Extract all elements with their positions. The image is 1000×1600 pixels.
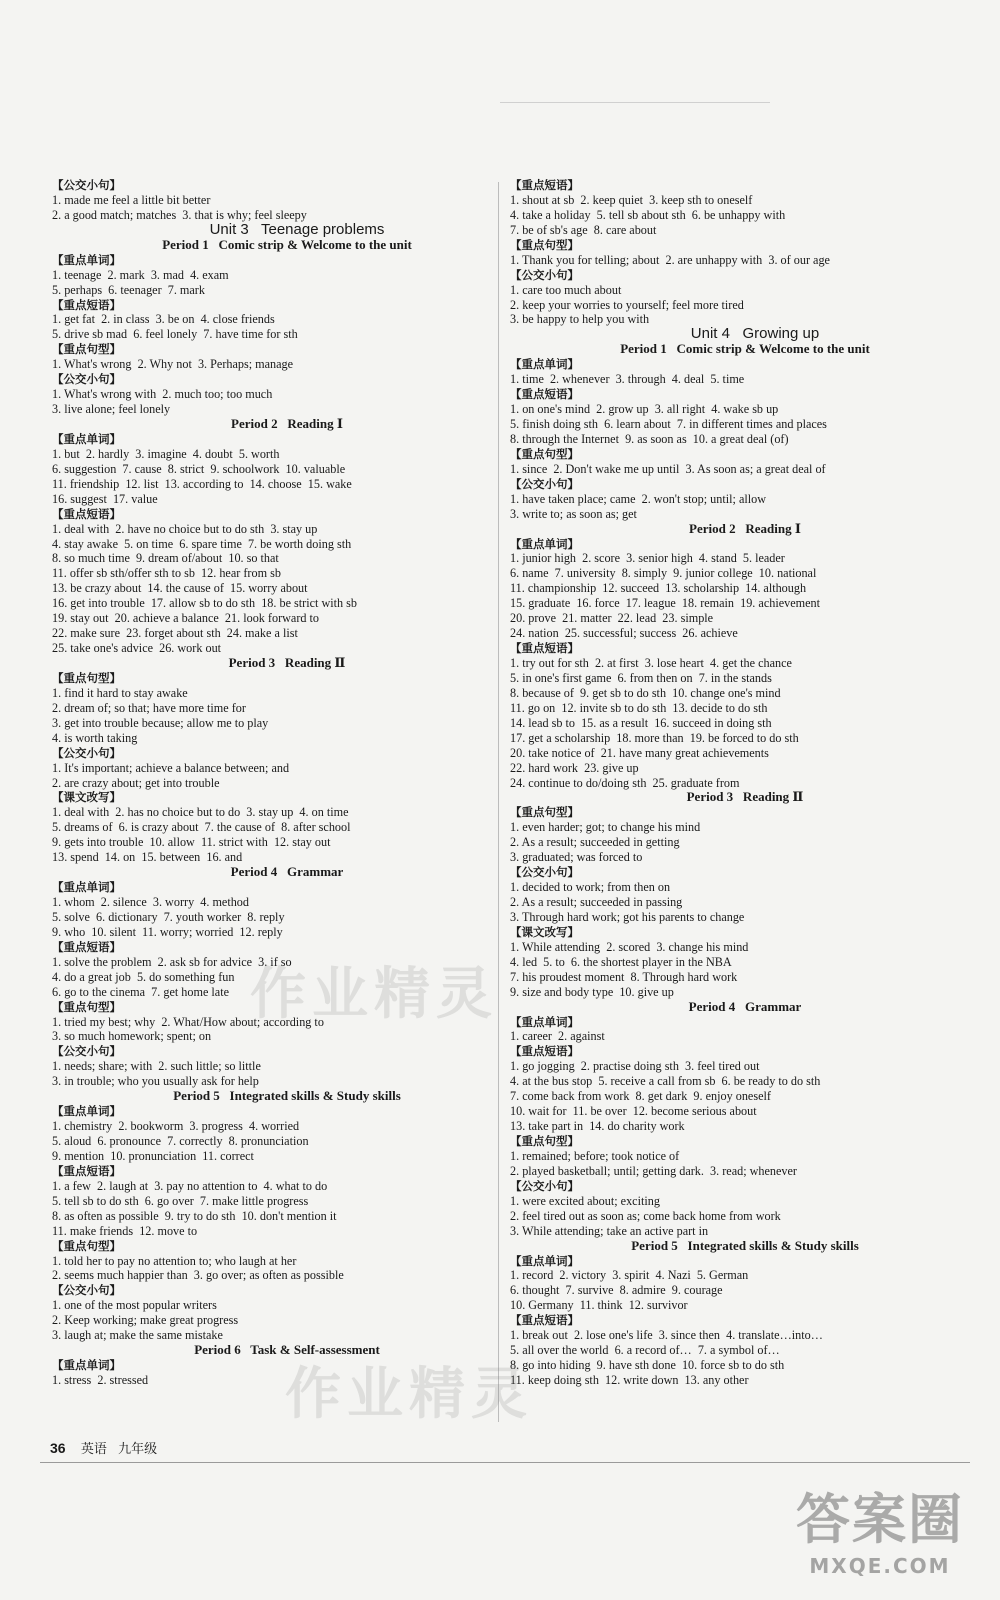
answer-line: 22. make sure 23. forget about sth 24. make a list: [52, 626, 298, 641]
period-title: Period 3 Reading Ⅱ: [686, 790, 804, 805]
period-title: Period 3 Reading Ⅱ: [228, 656, 346, 670]
answer-line: 2. As a result; succeeded in passing: [510, 895, 683, 909]
answer-line: 1. since 2. Don't wake me up until 3. As soon as; a great deal of: [510, 461, 826, 476]
answer-line: 20. take notice of 21. have many great achievements: [510, 745, 769, 760]
answer-line: 4. is worth taking: [52, 730, 138, 745]
period-title: Period 5 Integrated skills & Study skills: [631, 1238, 859, 1253]
answer-line: 1. What's wrong 2. Why not 3. Perhaps; manage: [52, 357, 294, 372]
answer-line: 8. through the Internet 9. as soon as 10. a great deal (of): [510, 431, 789, 446]
answer-line: 5. finish doing sth 6. learn about 7. in different times and places: [510, 417, 827, 431]
answer-line: 1. try out for sth 2. at first 3. lose heart 4. get the chance: [510, 656, 792, 670]
answer-line: 4. stay awake 5. on time 6. spare time 7. be worth doing sth: [52, 536, 352, 551]
answer-line: 1. told her to pay no attention to; who laugh at her: [52, 1253, 297, 1268]
answer-line: 5. dreams of 6. is crazy about 7. the cause of 8. after school: [52, 820, 351, 835]
answer-line: 1. While attending 2. scored 3. change his mind: [510, 939, 749, 954]
answer-line: 13. spend 14. on 15. between 16. and: [52, 850, 243, 865]
answer-line: 1. time 2. whenever 3. through 4. deal 5. time: [510, 372, 745, 387]
answer-line: 2. As a result; succeeded in getting: [510, 835, 680, 850]
answer-line: 1. stress 2. stressed: [52, 1373, 149, 1387]
answer-line: 20. prove 21. matter 22. lead 23. simple: [510, 611, 714, 626]
section-header: 【重点句型】: [52, 670, 121, 685]
answer-line: 2. Keep working; make great progress: [52, 1313, 239, 1328]
section-header: 【重点句型】: [52, 342, 121, 357]
answer-line: 10. Germany 11. think 12. survivor: [510, 1298, 688, 1313]
section-header: 【重点短语】: [52, 939, 121, 954]
answer-line: 24. nation 25. successful; success 26. achieve: [510, 626, 738, 641]
section-header: 【重点单词】: [52, 1358, 121, 1373]
answer-line: 1. record 2. victory 3. spirit 4. Nazi 5. German: [510, 1268, 749, 1283]
answer-line: 2. dream of; so that; have more time for: [52, 700, 246, 715]
answer-line: 1. one of the most popular writers: [52, 1298, 217, 1313]
section-header: 【公交小句】: [52, 1283, 121, 1298]
answer-line: 1. deal with 2. has no choice but to do 3. stay up 4. on time: [52, 805, 349, 820]
answer-line: 1. a few 2. laugh at 3. pay no attention to 4. what to do: [52, 1178, 328, 1193]
answer-line: 11. make friends 12. move to: [52, 1223, 198, 1238]
section-header: 【公交小句】: [510, 476, 579, 491]
answer-line: 2. feel tired out as soon as; come back home from work: [510, 1208, 781, 1223]
logo-text: 答案圈: [796, 1488, 964, 1551]
answer-line: 3. be happy to help you with: [510, 312, 650, 327]
subject-label: 英语: [80, 1441, 107, 1456]
answer-line: 1. break out 2. lose one's life 3. since then 4. translate…into…: [510, 1328, 823, 1343]
answer-line: 6. name 7. university 8. simply 9. junior college 10. national: [510, 566, 817, 581]
answer-line: 1. find it hard to stay awake: [52, 685, 188, 700]
answer-line: 1. junior high 2. score 3. senior high 4. stand 5. leader: [510, 551, 785, 566]
section-header: 【重点单词】: [52, 880, 121, 895]
answer-line: 3. laugh at; make the same mistake: [52, 1328, 223, 1343]
section-header: 【重点句型】: [510, 805, 579, 820]
period-title: Period 5 Integrated skills & Study skills: [173, 1089, 401, 1104]
answer-line: 5. all over the world 6. a record of… 7. a symbol of…: [510, 1343, 780, 1358]
answer-line: 3. get into trouble because; allow me to play: [52, 715, 269, 730]
section-header: 【公交小句】: [510, 865, 579, 880]
logo-domain: MXQE.COM: [809, 1554, 951, 1578]
answer-line: 5. solve 6. dictionary 7. youth worker 8. reply: [52, 909, 285, 924]
answer-line: 7. come back from work 8. get dark 9. enjoy oneself: [510, 1089, 771, 1104]
section-header: 【公交小句】: [510, 267, 579, 282]
answer-line: 8. so much time 9. dream of/about 10. so that: [52, 551, 279, 566]
period-title: Period 2 Reading Ⅰ: [689, 521, 801, 536]
section-header: 【重点单词】: [510, 1014, 579, 1029]
unit-title: Unit 4 Growing up: [690, 327, 820, 343]
answer-line: 9. size and body type 10. give up: [510, 984, 674, 999]
section-header: 【重点句型】: [510, 237, 579, 252]
answer-line: 5. drive sb mad 6. feel lonely 7. have time for sth: [52, 327, 298, 342]
answer-line: 1. chemistry 2. bookworm 3. progress 4. worried: [52, 1119, 300, 1134]
section-header: 【重点单词】: [52, 252, 121, 267]
answer-line: 1. career 2. against: [510, 1029, 605, 1044]
answer-line: 4. led 5. to 6. the shortest player in the NBA: [510, 954, 732, 969]
answer-line: 2. a good match; matches 3. that is why; feel sleepy: [52, 207, 307, 222]
period-title: Period 4 Grammar: [230, 865, 344, 880]
section-header: 【重点短语】: [510, 387, 579, 402]
section-header: 【重点短语】: [510, 641, 579, 656]
section-header: 【公交小句】: [52, 1044, 121, 1059]
answer-line: 9. gets into trouble 10. allow 11. strict with 12. stay out: [52, 835, 331, 850]
answer-line: 17. get a scholarship 18. more than 19. be forced to do sth: [510, 730, 799, 745]
answer-line: 3. Through hard work; got his parents to change: [510, 909, 745, 924]
section-header: 【重点单词】: [510, 536, 579, 551]
answer-line: 1. get fat 2. in class 3. be on 4. close friends: [52, 312, 275, 327]
answer-line: 16. get into trouble 17. allow sb to do sth 18. be strict with sb: [52, 596, 358, 611]
answer-line: 8. as often as possible 9. try to do sth 10. don't mention it: [52, 1208, 337, 1223]
page-number: 36: [50, 1440, 66, 1456]
answer-line: 2. are crazy about; get into trouble: [52, 775, 220, 790]
answer-line: 9. mention 10. pronunciation 11. correct: [52, 1148, 254, 1163]
grade-label: 九年级: [118, 1441, 158, 1456]
column-divider: [498, 182, 499, 1422]
period-title: Period 1 Comic strip & Welcome to the unit: [162, 237, 412, 252]
section-header: 【重点句型】: [52, 1238, 121, 1253]
top-rule: [500, 102, 770, 103]
answer-line: 4. take a holiday 5. tell sb about sth 6. be unhappy with: [510, 207, 786, 222]
answer-line: 1. whom 2. silence 3. worry 4. method: [52, 895, 249, 909]
answer-line: 14. lead sb to 15. as a result 16. succeed in doing sth: [510, 715, 772, 730]
section-header: 【公交小句】: [510, 1178, 579, 1193]
answer-line: 1. but 2. hardly 3. imagine 4. doubt 5. worth: [52, 446, 280, 461]
section-header: 【重点短语】: [52, 1163, 121, 1178]
answer-line: 3. write to; as soon as; get: [510, 506, 637, 521]
section-header: 【重点单词】: [52, 1104, 121, 1119]
watermark: 作业精灵: [250, 962, 498, 1027]
answer-line: 4. do a great job 5. do something fun: [52, 969, 235, 984]
answer-line: 5. in one's first game 6. from then on 7. in the stands: [510, 670, 772, 685]
answer-line: 3. in trouble; who you usually ask for help: [52, 1074, 259, 1089]
period-title: Period 4 Grammar: [688, 999, 802, 1014]
answer-line: 3. so much homework; spent; on: [52, 1029, 212, 1044]
answer-line: 3. live alone; feel lonely: [52, 402, 171, 417]
answer-line: 11. go on 12. invite sb to do sth 13. decide to do sth: [510, 700, 768, 715]
answer-line: 11. offer sb sth/offer sth to sb 12. hear from sb: [52, 566, 281, 581]
answer-line: 1. Thank you for telling; about 2. are unhappy with 3. of our age: [510, 252, 830, 267]
section-header: 【重点句型】: [510, 446, 579, 461]
period-title: Period 1 Comic strip & Welcome to the unit: [620, 342, 870, 357]
answer-line: 11. keep doing sth 12. write down 13. any other: [510, 1373, 749, 1387]
answer-line: 1. on one's mind 2. grow up 3. all right 4. wake sb up: [510, 402, 779, 417]
answer-line: 5. tell sb to do sth 6. go over 7. make little progress: [52, 1193, 309, 1208]
answer-line: 8. go into hiding 9. have sth done 10. force sb to do sth: [510, 1358, 785, 1373]
answer-line: 15. graduate 16. force 17. league 18. remain 19. achievement: [510, 596, 820, 611]
answer-line: 1. It's important; achieve a balance between; and: [52, 760, 290, 775]
answer-line: 25. take one's advice 26. work out: [52, 641, 222, 656]
answer-line: 1. care too much about: [510, 282, 622, 297]
answer-line: 16. suggest 17. value: [52, 491, 158, 506]
answer-line: 2. keep your worries to yourself; feel more tired: [510, 297, 744, 312]
section-header: 【重点短语】: [52, 297, 121, 312]
section-header: 【公交小句】: [52, 178, 121, 192]
answer-line: 24. continue to do/doing sth 25. graduate from: [510, 775, 740, 790]
section-header: 【重点句型】: [52, 999, 121, 1014]
answer-line: 2. seems much happier than 3. go over; as often as possible: [52, 1268, 344, 1283]
answer-line: 11. championship 12. succeed 13. scholarship 14. although: [510, 581, 807, 596]
answer-line: 1. tried my best; why 2. What/How about; according to: [52, 1014, 324, 1029]
answer-line: 1. solve the problem 2. ask sb for advice 3. if so: [52, 954, 292, 969]
answer-line: 1. even harder; got; to change his mind: [510, 820, 701, 835]
section-header: 【重点单词】: [510, 1253, 579, 1268]
section-header: 【重点短语】: [52, 506, 121, 521]
answer-line: 6. go to the cinema 7. get home late: [52, 984, 230, 999]
answer-line: 5. aloud 6. pronounce 7. correctly 8. pronunciation: [52, 1134, 309, 1148]
answer-line: 3. graduated; was forced to: [510, 850, 643, 865]
section-header: 【重点短语】: [510, 178, 579, 192]
answer-line: 6. thought 7. survive 8. admire 9. courage: [510, 1283, 723, 1298]
answer-line: 9. who 10. silent 11. worry; worried 12. reply: [52, 924, 283, 939]
watermark: 作业精灵: [285, 1362, 533, 1427]
answer-line: 22. hard work 23. give up: [510, 760, 639, 775]
answer-line: 13. be crazy about 14. the cause of 15. worry about: [52, 581, 308, 596]
answer-line: 6. suggestion 7. cause 8. strict 9. schoolwork 10. valuable: [52, 461, 346, 476]
answer-line: 7. be of sb's age 8. care about: [510, 222, 657, 237]
answer-line: 1. decided to work; from then on: [510, 880, 671, 895]
answer-line: 1. go jogging 2. practise doing sth 3. feel tired out: [510, 1059, 760, 1074]
period-title: Period 2 Reading Ⅰ: [231, 417, 343, 431]
unit-title: Unit 3 Teenage problems: [209, 222, 385, 238]
answer-line: 1. teenage 2. mark 3. mad 4. exam: [52, 267, 229, 282]
answer-line: 1. remained; before; took notice of: [510, 1148, 680, 1163]
page-footer: [50, 1438, 165, 1457]
answer-line: 19. stay out 20. achieve a balance 21. look forward to: [52, 611, 320, 626]
answer-line: 4. at the bus stop 5. receive a call from sb 6. be ready to do sth: [510, 1074, 821, 1089]
answer-line: 8. because of 9. get sb to do sth 10. change one's mind: [510, 685, 781, 700]
answer-line: 13. take part in 14. do charity work: [510, 1119, 685, 1134]
section-header: 【重点短语】: [510, 1313, 579, 1328]
answer-line: 11. friendship 12. list 13. according to 14. choose 15. wake: [52, 476, 352, 491]
answer-line: 1. were excited about; exciting: [510, 1193, 660, 1208]
right-column: [510, 178, 950, 1388]
answer-line: 1. needs; share; with 2. such little; so little: [52, 1059, 261, 1074]
answer-line: 1. What's wrong with 2. much too; too much: [52, 387, 273, 402]
section-header: 【课文改写】: [510, 924, 579, 939]
answer-line: 1. have taken place; came 2. won't stop; until; allow: [510, 491, 767, 506]
left-column: [52, 178, 492, 1388]
answer-line: 5. perhaps 6. teenager 7. mark: [52, 282, 205, 297]
answer-line: 3. While attending; take an active part in: [510, 1223, 709, 1238]
site-logo: [796, 1477, 964, 1578]
answer-line: 2. played basketball; until; getting dark. 3. read; whenever: [510, 1163, 797, 1178]
period-title: Period 6 Task & Self-assessment: [194, 1343, 380, 1358]
bottom-rule: [40, 1462, 970, 1463]
answer-line: 10. wait for 11. be over 12. become serious about: [510, 1104, 757, 1119]
answer-line: 1. made me feel a little bit better: [52, 192, 211, 207]
section-header: 【重点短语】: [510, 1044, 579, 1059]
answer-line: 1. deal with 2. have no choice but to do sth 3. stay up: [52, 521, 318, 536]
answer-line: 1. shout at sb 2. keep quiet 3. keep sth to oneself: [510, 192, 753, 207]
section-header: 【重点句型】: [510, 1134, 579, 1148]
answer-line: 7. his proudest moment 8. Through hard work: [510, 969, 738, 984]
section-header: 【公交小句】: [52, 745, 121, 760]
section-header: 【课文改写】: [52, 790, 121, 805]
section-header: 【公交小句】: [52, 372, 121, 387]
section-header: 【重点单词】: [52, 431, 121, 446]
section-header: 【重点单词】: [510, 357, 579, 372]
